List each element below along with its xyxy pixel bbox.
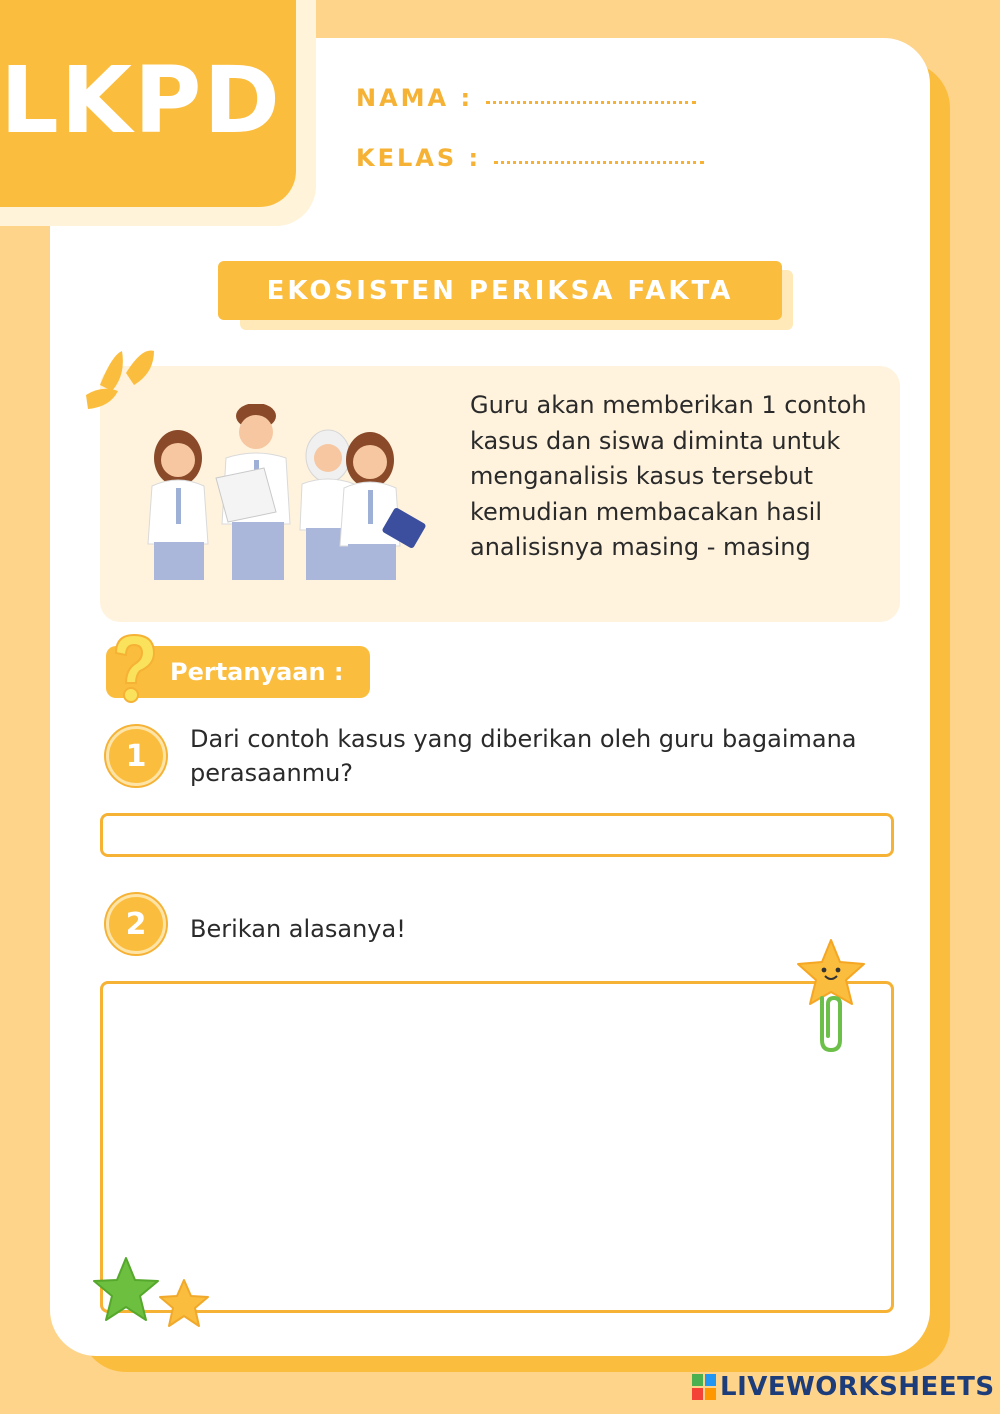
students-illustration-icon: [130, 404, 430, 584]
lkpd-badge: [0, 0, 296, 207]
class-field: [356, 144, 704, 172]
question-text-1: Dari contoh kasus yang diberikan oleh guru bagaimana perasaanmu?: [190, 725, 857, 787]
question-mark-icon: [108, 633, 160, 705]
liveworksheets-logo-icon: [692, 1374, 716, 1400]
name-field: [356, 84, 696, 112]
star-paperclip-icon: [794, 938, 868, 1058]
class-dotted-line[interactable]: [494, 157, 704, 164]
worksheet-title: EKOSISTEN PERIKSA FAKTA: [266, 275, 734, 306]
answer-1-input[interactable]: [100, 813, 894, 857]
lkpd-title: LKPD: [0, 47, 282, 154]
class-label: KELAS :: [356, 144, 493, 172]
liveworksheets-logo: [692, 1372, 995, 1402]
question-text-2: Berikan alasanya!: [190, 915, 406, 943]
watermark-text: LIVEWORKSHEETS: [720, 1372, 995, 1402]
questions-header-label: Pertanyaan :: [170, 658, 344, 686]
name-dotted-line[interactable]: [486, 97, 696, 104]
stars-decoration-icon: [92, 1256, 222, 1338]
instruction-text: Guru akan memberikan 1 contoh kasus dan siswa diminta untuk menganalisis kasus tersebut kemudian membacakan hasil analisisnya masing - masing: [470, 391, 867, 561]
title-banner: [218, 261, 782, 320]
question-number-1: 1: [106, 726, 166, 786]
question-number-2: 2: [106, 894, 166, 954]
name-label: NAMA :: [356, 84, 485, 112]
